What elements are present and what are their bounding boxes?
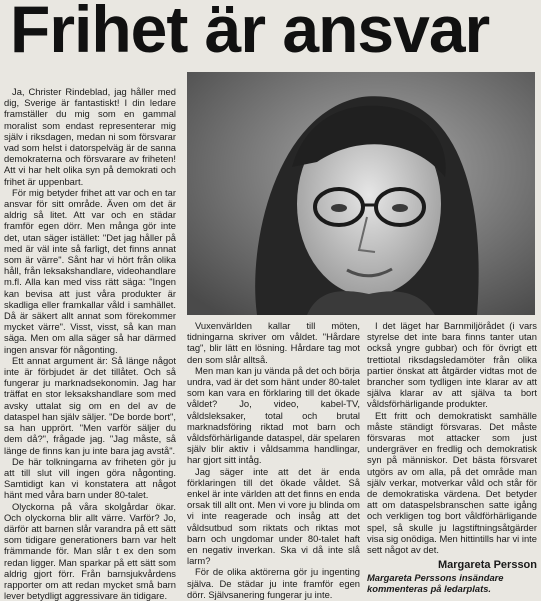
headline: Frihet är ansvar bbox=[10, 0, 490, 66]
article-column-1 bbox=[4, 86, 176, 601]
paragraph: För mig betyder frihet att var och en tar ansvar för sitt område. Även om det är aldrig så litet. Att var och en städar framför egen dörr. Men många gör inte det, utan säger istället: "Det jag håller på med är väl inte så farligt, det finns annat som är värre". Sånt har vi hört från olika håll, från leksakshandlare, videohandlare m.fl. Alla kan med viss rätt säga: "Ingen kan bevisa att just våra produkter är skadliga eller framkallar våld i samhället. Då är säkert allt annat som förekommer mycket värre". Visst, visst, så kan man säga. Men om alla säger så har därmed ingen ansvar för någonting. bbox=[4, 186, 176, 355]
signature bbox=[367, 559, 537, 594]
paragraph: De här tolkningarna av friheten gör ju att till slut vill ingen göra någonting. Samtidigt kan vi konstatera att något hänt med våra barn under 80-talet. bbox=[4, 455, 176, 501]
paragraph: Ett annat argument är: Så länge något inte är förbjudet är det tillåtet. Och så fungerar ju marknadsekonomin. Jag har träffat en stor leksakshandlare som med avsky uttalat sig om en del av de dataspel han själv säljer. "De borde bort", sa han upprört. "Men varför säljer du dem då?", frågade jag. "Jag måste, så länge de finns kan ju inte bara jag avstå". bbox=[4, 354, 176, 456]
paragraph: Ja, Christer Rindeblad, jag håller med dig, Sverige är fantastiskt! I din ledare framställer du mig som en gammal moralist som endast representerar mig själv i riksdagen, medan ni som försvarar vad som helst i datorspelväg är de sanna demokraterna och försvarare av friheten! Att vi har helt olika syn på demokrati och frihet är uppenbart. bbox=[4, 86, 176, 187]
paragraph: Vuxenvärlden kallar till möten, tidningarna skriver om våldet. "Hårdare tag", blir lätt en lösning. Hårdare tag mot den som slår alltså. bbox=[187, 320, 360, 365]
paragraph: Olyckorna på våra skolgårdar ökar. Och olyckorna blir allt värre. Varför? Jo, därför att barnen slår varandra på ett sätt som tidigare generationers barn var helt främmande för. Man slår t ex den som redan ligger. Man sparkar på ett sätt som aldrig gjort förr. Från barnsjukvårdens rapporter om att redan mycket små barn lever betydligt aggressivare än tidigare. bbox=[4, 500, 176, 601]
paragraph: Men man kan ju vända på det och börja undra, vad är det som hänt under 80-talet som kan vara en förklaring till det ökade våldet? Jo, video, kabel-TV, våldsleksaker, total och brutal marknadsföring riktad mot barn och våldsförhärligande dataspel, där spelaren själv blir aktiv i våldsamma handlingar, har gjort sitt intåg. bbox=[187, 364, 360, 466]
paragraph: För de olika aktörerna gör ju ingenting själva. De städar ju inte framför egen dörr. Självsanering fungerar ju inte. bbox=[187, 566, 360, 600]
portrait-photo bbox=[187, 72, 535, 315]
paragraph: Jag säger inte att det är enda förklaringen till det ökade våldet. Så enkel är inte världen att det finns en enda orsak till allt ont. Men vi vore ju blinda om vi inte reagerade och insåg att det våldsutbud som riktats och riktas mot barn och ungdomar under 80-talet haft en negativ inverkan. Ska vi då inte slå larm? bbox=[187, 465, 360, 567]
article-column-2 bbox=[187, 320, 360, 600]
paragraph: I det läget har Barnmiljörådet (i vars styrelse det inte bara finns tanter utan också yngre gubbar) och för övrigt ett trettiotal riksdagsledamöter från olika partier önskat att åtgärder vidtas mot de brancher som tydligen inte klarar av att själva klarar av att själva ta bort våldsförhärligande produkter. bbox=[367, 320, 537, 410]
portrait-image bbox=[187, 72, 535, 315]
paragraph: Ett fritt och demokratiskt samhälle måste ständigt försvaras. Det måste försvaras mot attacker som just undergräver en fredlig och demokratisk syn på människor. Det bästa försvaret utgörs av om alla, på det område man själv verkar, motverkar våld och står för de demokratiska värdena. Det betyder att om dataspelsbranschen satte igång och verkligen tog bort våldförhärligande spel, så skulle ju lagstiftningsåtgärder visa sig onödiga. Men hittintills har vi inte sett något av det. bbox=[367, 409, 537, 556]
article-column-3 bbox=[367, 320, 537, 595]
author-name: Margareta Persson bbox=[437, 559, 537, 572]
editor-note: Margareta Perssons insändare kommenteras på ledarplats. bbox=[367, 572, 504, 595]
